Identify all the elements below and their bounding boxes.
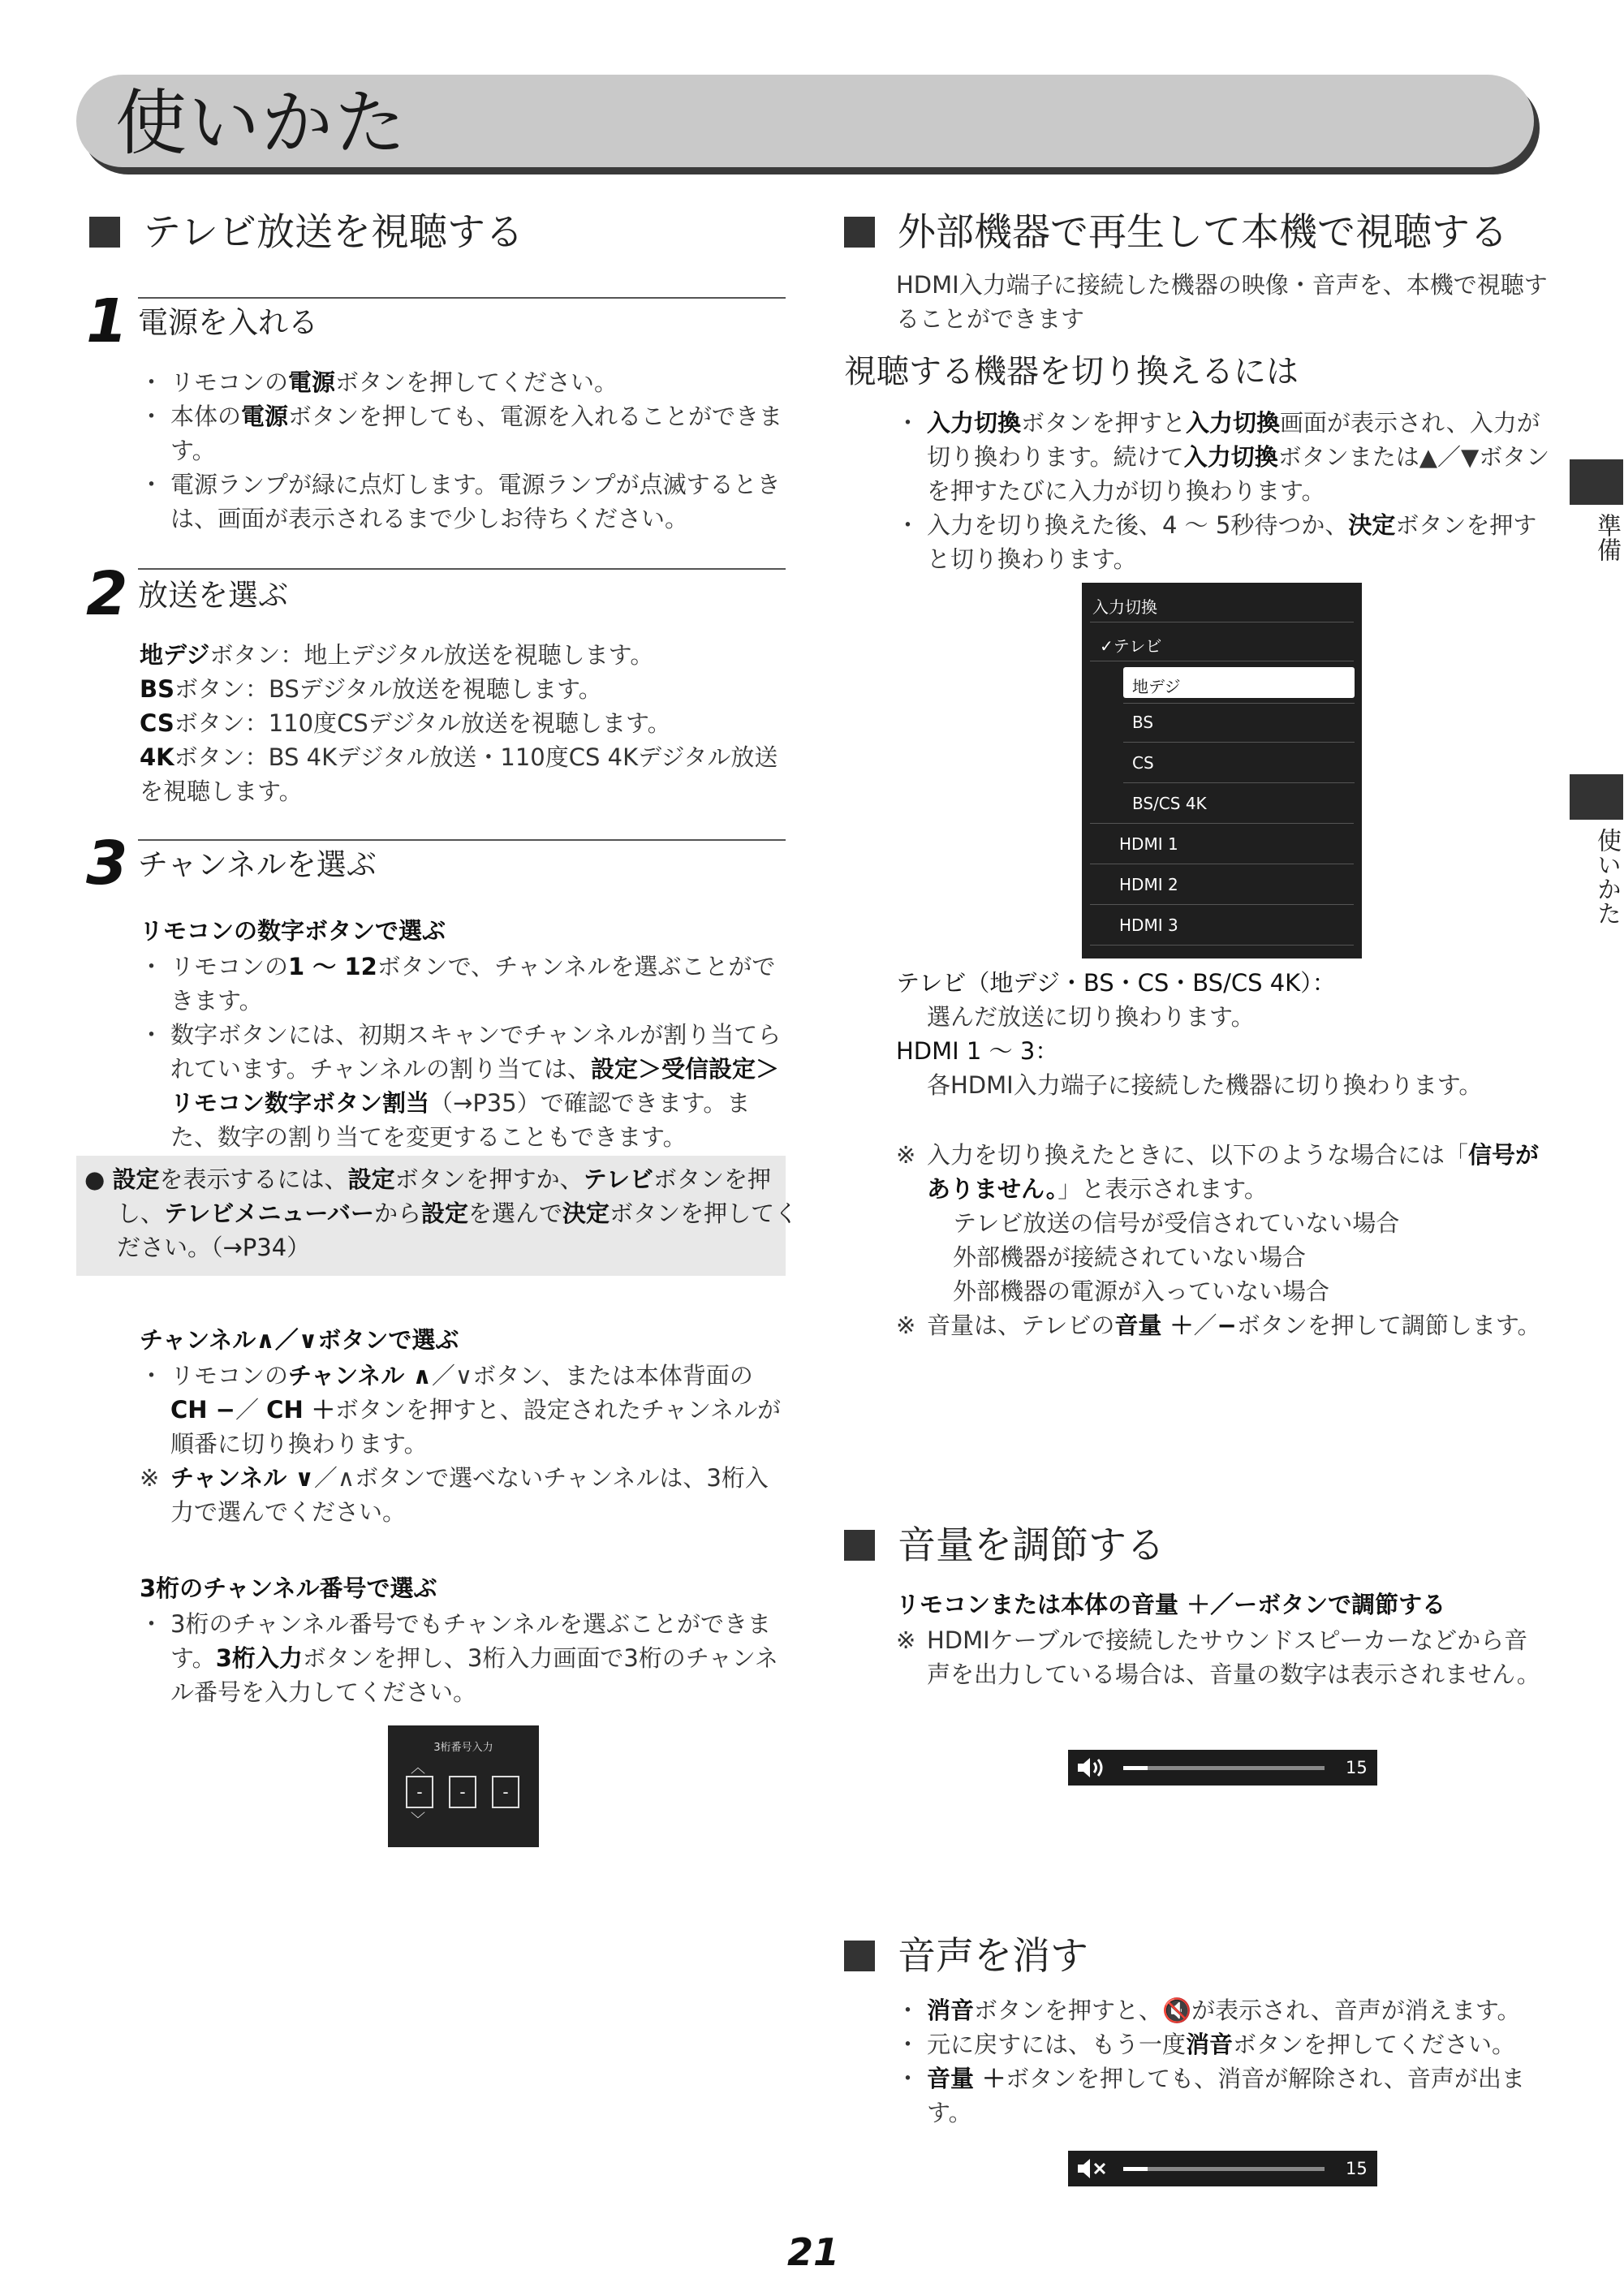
- updown-note: [140, 1461, 789, 1529]
- step-number: 3: [86, 829, 128, 898]
- step1-list: [140, 365, 789, 536]
- list-item: ・ 数字ボタンには、初期スキャンでチャンネルが割り当てられています。チャンネルの割り当ては、設定＞受信設定＞リモコン数字ボタン割当（→P35）で確認できます。また、数字の割り当てを変更することもできます。: [140, 1018, 789, 1154]
- signal-note: [896, 1138, 1550, 1342]
- list-item: ・ リモコンのチャンネル ∧／∨ボタン、または本体背面のCH −／ CH ＋ボタンを押すと、設定されたチャンネルが順番に切り換わります。: [140, 1359, 789, 1461]
- side-tab-prep: 準備: [1592, 513, 1621, 562]
- list-item: ・ 本体の電源ボタンを押しても、電源を入れることができます。: [140, 399, 789, 467]
- digit-screen-title: 3桁番号入力: [433, 1742, 493, 1754]
- chevron-down-icon: ﹀: [411, 1811, 425, 1829]
- list-item: BSボタン：BSデジタル放送を視聴します。: [140, 675, 602, 703]
- note-case: テレビ放送の信号が受信されていない場合: [953, 1209, 1400, 1237]
- mute-icon: 🔇: [1162, 1997, 1192, 2024]
- menu-group-tv[interactable]: ✓テレビ: [1100, 636, 1162, 656]
- list-item: CSボタン：110度CSデジタル放送を視聴します。: [140, 709, 671, 737]
- note-item: ※ チャンネル ∨／∧ボタンで選べないチャンネルは、3桁入力で選んでください。: [140, 1461, 789, 1529]
- list-item: ・ リモコンの電源ボタンを押してください。: [140, 365, 789, 399]
- page-number: 21: [787, 2230, 840, 2274]
- subsection-heading: リモコンの数字ボタンで選ぶ: [140, 917, 446, 945]
- volume-track: [1123, 1766, 1325, 1770]
- list-item: ・ リモコンの1 〜 12ボタンで、チャンネルを選ぶことができます。: [140, 950, 789, 1018]
- heading-square-icon: [844, 217, 875, 248]
- step-divider: [138, 568, 786, 570]
- heading-square-icon: [844, 1530, 875, 1561]
- volume-fill: [1123, 1766, 1148, 1770]
- three-digit-list: [140, 1607, 789, 1709]
- menu-item-hdmi2[interactable]: HDMI 2: [1119, 875, 1178, 894]
- subsection-heading: 3桁のチャンネル番号で選ぶ: [140, 1574, 437, 1602]
- mute-bar: [1068, 2151, 1377, 2186]
- heading-square-icon: [844, 1941, 875, 1971]
- digit-cell: -: [492, 1776, 519, 1808]
- digit-button-list: [140, 950, 789, 1154]
- step-number: 2: [86, 559, 128, 629]
- menu-title: 入力切換: [1092, 597, 1157, 617]
- section-heading-mute: 音声を消す: [844, 1933, 1088, 1980]
- page-title: 使いかた: [115, 81, 408, 165]
- section-heading-external: 外部機器で再生して本機で視聴する: [844, 209, 1508, 256]
- step-title: 放送を選ぶ: [138, 578, 288, 613]
- menu-item-bscs4k[interactable]: BS/CS 4K: [1132, 794, 1207, 813]
- three-digit-input-screen: [388, 1725, 539, 1847]
- desc-body: 選んだ放送に切り換わります。: [927, 1003, 1255, 1031]
- list-item: 地デジボタン：地上デジタル放送を視聴します。: [140, 641, 654, 669]
- input-descriptions: [896, 966, 1550, 1102]
- menu-item-hdmi1[interactable]: HDMI 1: [1119, 834, 1178, 854]
- mute-list: [896, 1993, 1550, 2130]
- list-item: ・ 3桁のチャンネル番号でもチャンネルを選ぶことができます。3桁入力ボタンを押し、3桁入力画面で3桁のチャンネル番号を入力してください。: [140, 1607, 789, 1709]
- note-item: ※ 入力を切り換えたときに、以下のような場合には「信号がありません。」と表示されます。 テレビ放送の信号が受信されていない場合 外部機器が接続されていない場合 外部機器の電源が入っていない場合: [896, 1138, 1550, 1308]
- side-tab-marker-usage: [1570, 774, 1623, 820]
- list-item: 4Kボタン：BS 4Kデジタル放送・110度CS 4Kデジタル放送を視聴します。: [140, 743, 778, 805]
- step-number: 1: [86, 286, 128, 356]
- list-item: ・ 元に戻すには、もう一度消音ボタンを押してください。: [896, 2027, 1550, 2061]
- mute-speaker-icon: [1076, 2157, 1112, 2180]
- desc-body: 各HDMI入力端子に接続した機器に切り換わります。: [927, 1071, 1483, 1099]
- step-title: 電源を入れる: [138, 305, 318, 340]
- digit-cell: -: [406, 1776, 433, 1808]
- section-heading-volume: 音量を調節する: [844, 1523, 1165, 1570]
- note-case: 外部機器の電源が入っていない場合: [953, 1277, 1330, 1305]
- subsection-heading: 視聴する機器を切り換えるには: [844, 353, 1299, 390]
- chevron-up-icon: ︿: [411, 1760, 425, 1777]
- menu-item-bs[interactable]: BS: [1132, 713, 1154, 732]
- info-text: ● 設定を表示するには、設定ボタンを押すか、テレビボタンを押し、テレビメニューバーから設定を選んで決定ボタンを押してください。（→P34）: [84, 1165, 799, 1261]
- input-switch-list: [896, 406, 1550, 576]
- desc-head: テレビ（地デジ・BS・CS・BS/CS 4K）：: [896, 969, 1336, 997]
- list-item: ・ 音量 ＋ボタンを押しても、消音が解除され、音声が出ます。: [896, 2061, 1550, 2130]
- broadcast-button-list: [140, 638, 789, 808]
- step-divider: [138, 297, 786, 299]
- menu-item-hdmi3[interactable]: HDMI 3: [1119, 915, 1178, 935]
- side-tab-usage: 使いかた: [1592, 828, 1621, 925]
- subsection-heading: チャンネル∧／∨ボタンで選ぶ: [140, 1326, 459, 1354]
- volume-bar: [1068, 1750, 1377, 1786]
- menu-item-cs[interactable]: CS: [1132, 753, 1154, 773]
- subsection-heading: リモコンまたは本体の音量 ＋／ーボタンで調節する: [896, 1591, 1446, 1618]
- side-tab-marker-prep: [1570, 459, 1623, 505]
- volume-track: [1123, 2167, 1325, 2171]
- step-title: チャンネルを選ぶ: [138, 847, 377, 882]
- external-intro: HDMI入力端子に接続した機器の映像・音声を、本機で視聴することができます: [896, 271, 1548, 333]
- note-case: 外部機器が接続されていない場合: [953, 1243, 1307, 1271]
- step-divider: [138, 839, 786, 841]
- heading-square-icon: [89, 217, 120, 248]
- list-item: ・ 入力を切り換えた後、4 〜 5秒待つか、決定ボタンを押すと切り換わります。: [896, 508, 1550, 576]
- digit-cell: -: [449, 1776, 476, 1808]
- updown-list: [140, 1359, 789, 1461]
- volume-fill: [1123, 2167, 1148, 2171]
- speaker-icon: [1076, 1756, 1112, 1779]
- volume-value: 15: [1346, 2159, 1368, 2178]
- volume-value: 15: [1346, 1758, 1368, 1777]
- list-item: ・ 消音ボタンを押すと、🔇が表示され、音声が消えます。: [896, 1993, 1550, 2027]
- note-item: ※ 音量は、テレビの音量 ＋／−ボタンを押して調節します。: [896, 1308, 1550, 1342]
- desc-head: HDMI 1 〜 3：: [896, 1037, 1059, 1065]
- menu-item-terrestrial[interactable]: 地デジ: [1132, 677, 1181, 696]
- input-switch-menu: [1082, 583, 1362, 958]
- section-heading-tv: テレビ放送を視聴する: [89, 209, 523, 256]
- list-item: ・ 電源ランプが緑に点灯します。電源ランプが点滅するときは、画面が表示されるまで少しお待ちください。: [140, 467, 789, 536]
- volume-note: [896, 1623, 1550, 1691]
- note-item: ※ HDMIケーブルで接続したサウンドスピーカーなどから音声を出力している場合は、音量の数字は表示されません。: [896, 1623, 1550, 1691]
- list-item: ・ 入力切換ボタンを押すと入力切換画面が表示され、入力が切り換わります。続けて入力切換ボタンまたは▲／▼ボタンを押すたびに入力が切り換わります。: [896, 406, 1550, 508]
